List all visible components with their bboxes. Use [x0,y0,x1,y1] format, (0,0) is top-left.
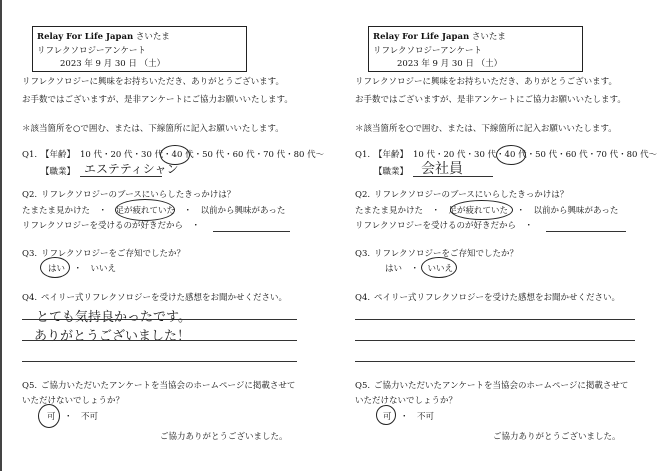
answer-circle [376,405,396,425]
q1-age-prefix: 【年齢】 [374,150,409,160]
intro-line-2: お手数ではございますが、是非アンケートにご協力お願いいたします。 [22,95,293,105]
q5-label: Q5. [22,381,38,391]
answer-circle [115,199,175,221]
intro-line-2: お手数ではございますが、是非アンケートにご協力お願いいたします。 [355,95,626,105]
q5-label: Q5. [355,381,371,391]
answer-circle [496,145,526,165]
thanks-text: ご協力ありがとうございました。 [493,432,621,442]
survey-sheet-right [333,0,666,471]
q3-label: Q3. [355,249,371,259]
q3-options: はい ・ いいえ [385,264,454,274]
q4-underline-1 [355,319,635,320]
q4-underline-1 [22,319,297,320]
q1-label: Q1. [355,150,371,160]
answer-circle [38,404,60,428]
q4-underline-2 [355,340,635,341]
q5-options: 可 ・ 不可 [47,412,99,422]
intro-line-1: リフレクソロジーに興味をお持ちいただき、ありがとうございます。 [22,77,284,87]
q1-label: Q1. [22,150,38,160]
q1-job-answer: エステティシャン [84,162,179,176]
q2-label: Q2. [355,190,371,200]
q3-question: リフレクソロジーをご存知でしたか？ [41,249,185,259]
q1-job-label: 【職業】 [41,167,76,177]
q5-question-1: ご協力いただいたアンケートを当協会のホームページに掲載させて [374,381,629,391]
q2-options-1: たまたま見かけた ・ 足が疲れていた ・ 以前から興味があった [355,206,619,216]
q4-answer-line-2: ありがとうございました！ [34,329,191,344]
instruction: ＊該当箇所を○で囲む、または、下線箇所に記入お願いいたします。 [22,124,284,134]
header-city: さいたま [471,32,506,42]
q1-age-prefix: 【年齢】 [41,150,76,160]
q4-underline-3 [355,361,635,362]
header-city: さいたま [135,32,170,42]
q2-question: リフレクソロジーのブースにいらしたきっかけは？ [374,190,569,200]
instruction: ＊該当箇所を○で囲む、または、下線箇所に記入お願いいたします。 [355,124,617,134]
q4-question: ペイリー式リフレクソロジーを受けた感想をお聞かせください。 [374,293,620,303]
answer-circle [421,257,457,278]
q5-options: 可 ・ 不可 [383,412,435,422]
header-title: リフレクソロジーアンケート [373,46,483,56]
q5-question-2: いただけないでしょうか？ [355,396,458,406]
q2-other-underline [546,231,626,232]
q1-job-underline [413,176,493,177]
q2-options-2: リフレクソロジーを受けるのが好きだから ・ [22,221,200,231]
header-date: 2023 年 9 月 30 日 （土） [60,59,166,69]
answer-circle [40,257,70,278]
q2-label: Q2. [22,190,38,200]
intro-line-1: リフレクソロジーに興味をお持ちいただき、ありがとうございます。 [355,77,617,87]
header-brand: Relay For Life Japan [373,32,470,42]
thanks-text: ご協力ありがとうございました。 [160,432,288,442]
q4-answer-line-1: とても気持良かったです。 [36,310,191,325]
q4-underline-3 [22,361,297,362]
header-date: 2023 年 9 月 30 日 （土） [397,59,503,69]
q3-question: リフレクソロジーをご存知でしたか？ [374,249,518,259]
q4-label: Q4. [22,293,38,303]
q1-age-options: 10 代・20 代・30 代・40 代・50 代・60 代・70 代・80 代～ [413,150,658,160]
q2-options-2: リフレクソロジーを受けるのが好きだから ・ [355,221,533,231]
q2-options-1: たまたま見かけた ・ 足が疲れていた ・ 以前から興味があった [22,206,286,216]
q1-job-answer: 会社員 [421,161,463,177]
q5-question-2: いただけないでしょうか？ [22,396,125,406]
q3-label: Q3. [22,249,38,259]
header-brand: Relay For Life Japan [37,32,134,42]
q4-question: ペイリー式リフレクソロジーを受けた感想をお聞かせください。 [41,293,287,303]
q2-question: リフレクソロジーのブースにいらしたきっかけは？ [41,190,236,200]
q1-job-underline [80,176,162,177]
q3-options: はい ・ いいえ [48,264,117,274]
answer-circle [450,200,513,220]
q2-other-underline [213,231,290,232]
q4-label: Q4. [355,293,371,303]
q1-age-options: 10 代・20 代・30 代・40 代・50 代・60 代・70 代・80 代～ [80,150,325,160]
q4-underline-2 [22,340,297,341]
q1-job-label: 【職業】 [374,167,409,177]
header-title: リフレクソロジーアンケート [37,46,147,56]
q5-question-1: ご協力いただいたアンケートを当協会のホームページに掲載させて [41,381,296,391]
